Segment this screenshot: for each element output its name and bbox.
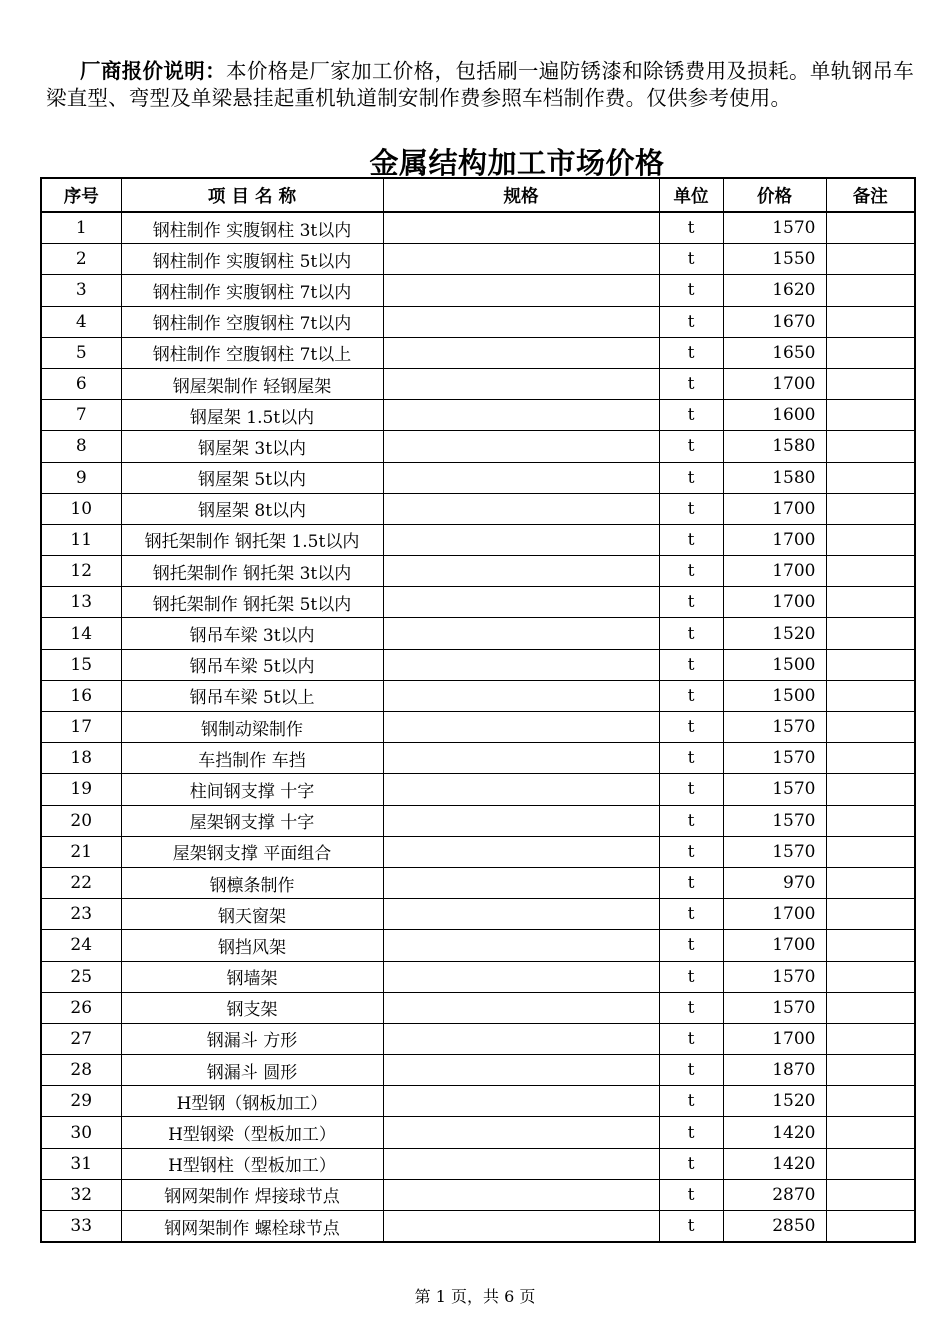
cell-spec [383, 493, 659, 524]
cell-price: 1700 [723, 899, 826, 930]
cell-unit: t [659, 1179, 723, 1210]
cell-name: 钢吊车梁 3t以内 [121, 618, 383, 649]
cell-remark [826, 587, 915, 618]
cell-remark [826, 1211, 915, 1243]
cell-spec [383, 618, 659, 649]
cell-name: 钢柱制作 实腹钢柱 5t以内 [121, 244, 383, 275]
table-row [41, 930, 915, 961]
cell-price: 1700 [723, 493, 826, 524]
cell-name: 钢屋架 1.5t以内 [121, 400, 383, 431]
table-row [41, 493, 915, 524]
cell-price: 1570 [723, 774, 826, 805]
cell-name: H型钢梁（型板加工） [121, 1117, 383, 1148]
cell-price: 1550 [723, 244, 826, 275]
cell-remark [826, 462, 915, 493]
cell-no: 18 [41, 743, 121, 774]
cell-price: 1570 [723, 805, 826, 836]
cell-name: 钢吊车梁 5t以内 [121, 649, 383, 680]
cell-no: 24 [41, 930, 121, 961]
table-row [41, 524, 915, 555]
cell-price: 1870 [723, 1055, 826, 1086]
cell-unit: t [659, 961, 723, 992]
cell-spec [383, 337, 659, 368]
cell-spec [383, 1179, 659, 1210]
cell-name: 钢网架制作 焊接球节点 [121, 1179, 383, 1210]
cell-remark [826, 244, 915, 275]
table-row [41, 1023, 915, 1054]
cell-unit: t [659, 462, 723, 493]
cell-unit: t [659, 899, 723, 930]
cell-price: 1650 [723, 337, 826, 368]
col-header-spec: 规格 [383, 178, 659, 212]
cell-name: 钢漏斗 方形 [121, 1023, 383, 1054]
col-header-unit: 单位 [659, 178, 723, 212]
cell-name: 车挡制作 车挡 [121, 743, 383, 774]
cell-no: 15 [41, 649, 121, 680]
table-row [41, 244, 915, 275]
cell-unit: t [659, 275, 723, 306]
cell-name: 钢支架 [121, 992, 383, 1023]
page-footer: 第 1 页，共 6 页 [414, 1287, 536, 1306]
table-row [41, 680, 915, 711]
table-row [41, 275, 915, 306]
cell-unit: t [659, 587, 723, 618]
cell-no: 26 [41, 992, 121, 1023]
cell-remark [826, 275, 915, 306]
cell-spec [383, 212, 659, 244]
cell-no: 8 [41, 431, 121, 462]
cell-spec [383, 524, 659, 555]
cell-unit: t [659, 400, 723, 431]
table-row [41, 712, 915, 743]
cell-no: 5 [41, 337, 121, 368]
cell-no: 33 [41, 1211, 121, 1243]
table-row [41, 306, 915, 337]
cell-spec [383, 556, 659, 587]
cell-spec [383, 1086, 659, 1117]
cell-no: 2 [41, 244, 121, 275]
cell-unit: t [659, 930, 723, 961]
cell-name: 钢柱制作 实腹钢柱 3t以内 [121, 212, 383, 244]
cell-remark [826, 400, 915, 431]
cell-name: 钢制动梁制作 [121, 712, 383, 743]
cell-name: 屋架钢支撑 十字 [121, 805, 383, 836]
table-row [41, 743, 915, 774]
cell-no: 3 [41, 275, 121, 306]
cell-remark [826, 961, 915, 992]
cell-name: 钢网架制作 螺栓球节点 [121, 1211, 383, 1243]
cell-price: 1520 [723, 618, 826, 649]
cell-name: 钢檩条制作 [121, 867, 383, 898]
cell-no: 19 [41, 774, 121, 805]
cell-remark [826, 712, 915, 743]
cell-no: 6 [41, 368, 121, 399]
cell-remark [826, 431, 915, 462]
cell-spec [383, 774, 659, 805]
cell-price: 1700 [723, 930, 826, 961]
cell-name: 屋架钢支撑 平面组合 [121, 836, 383, 867]
cell-no: 31 [41, 1148, 121, 1179]
cell-remark [826, 774, 915, 805]
cell-no: 32 [41, 1179, 121, 1210]
table-body [41, 212, 915, 1242]
cell-price: 1570 [723, 743, 826, 774]
cell-unit: t [659, 337, 723, 368]
col-header-no: 序号 [41, 178, 121, 212]
cell-remark [826, 805, 915, 836]
cell-name: 钢屋架 3t以内 [121, 431, 383, 462]
cell-unit: t [659, 524, 723, 555]
cell-unit: t [659, 431, 723, 462]
cell-no: 12 [41, 556, 121, 587]
cell-no: 21 [41, 836, 121, 867]
header-row [41, 178, 915, 212]
cell-spec [383, 462, 659, 493]
cell-spec [383, 1117, 659, 1148]
cell-price: 1500 [723, 680, 826, 711]
cell-remark [826, 899, 915, 930]
cell-no: 4 [41, 306, 121, 337]
cell-name: H型钢柱（型板加工） [121, 1148, 383, 1179]
table-row [41, 368, 915, 399]
table-header [41, 178, 915, 212]
cell-price: 1620 [723, 275, 826, 306]
cell-spec [383, 1211, 659, 1243]
cell-unit: t [659, 992, 723, 1023]
table-row [41, 992, 915, 1023]
cell-name: 钢天窗架 [121, 899, 383, 930]
cell-price: 1520 [723, 1086, 826, 1117]
cell-no: 27 [41, 1023, 121, 1054]
cell-spec [383, 244, 659, 275]
table-row [41, 1211, 915, 1243]
table-row [41, 805, 915, 836]
cell-remark [826, 337, 915, 368]
cell-spec [383, 400, 659, 431]
cell-no: 11 [41, 524, 121, 555]
cell-name: 钢漏斗 圆形 [121, 1055, 383, 1086]
cell-spec [383, 680, 659, 711]
cell-price: 1570 [723, 212, 826, 244]
cell-unit: t [659, 712, 723, 743]
table-row [41, 1117, 915, 1148]
cell-price: 2850 [723, 1211, 826, 1243]
note-text: 本价格是厂家加工价格，包括刷一遍防锈漆和除锈费用及损耗。单轨钢吊车梁直型、弯型及单梁悬挂起重机轨道制安制作费参照车档制作费。仅供参考使用。 [46, 59, 914, 110]
cell-price: 1670 [723, 306, 826, 337]
cell-price: 1700 [723, 368, 826, 399]
cell-no: 16 [41, 680, 121, 711]
cell-remark [826, 649, 915, 680]
cell-price: 1420 [723, 1148, 826, 1179]
cell-unit: t [659, 680, 723, 711]
cell-spec [383, 1148, 659, 1179]
cell-no: 30 [41, 1117, 121, 1148]
cell-name: H型钢（钢板加工） [121, 1086, 383, 1117]
cell-spec [383, 649, 659, 680]
cell-remark [826, 867, 915, 898]
cell-unit: t [659, 1211, 723, 1243]
note-label: 厂商报价说明： [80, 59, 226, 83]
table-row [41, 1179, 915, 1210]
cell-price: 1420 [723, 1117, 826, 1148]
cell-unit: t [659, 1117, 723, 1148]
cell-price: 1570 [723, 836, 826, 867]
cell-price: 1570 [723, 992, 826, 1023]
cell-price: 1700 [723, 556, 826, 587]
cell-unit: t [659, 1023, 723, 1054]
cell-spec [383, 1055, 659, 1086]
cell-remark [826, 1023, 915, 1054]
cell-price: 2870 [723, 1179, 826, 1210]
cell-unit: t [659, 1055, 723, 1086]
cell-spec [383, 712, 659, 743]
cell-no: 28 [41, 1055, 121, 1086]
table-row [41, 961, 915, 992]
cell-no: 25 [41, 961, 121, 992]
cell-no: 10 [41, 493, 121, 524]
page-title: 金属结构加工市场价格 [369, 146, 665, 180]
cell-remark [826, 618, 915, 649]
cell-price: 1700 [723, 524, 826, 555]
table-row [41, 618, 915, 649]
cell-price: 1600 [723, 400, 826, 431]
cell-spec [383, 867, 659, 898]
cell-spec [383, 431, 659, 462]
cell-price: 1700 [723, 587, 826, 618]
cell-remark [826, 524, 915, 555]
cell-price: 1580 [723, 462, 826, 493]
vendor-quote-note [46, 58, 914, 112]
table-row [41, 1148, 915, 1179]
cell-spec [383, 368, 659, 399]
cell-name: 柱间钢支撑 十字 [121, 774, 383, 805]
cell-no: 14 [41, 618, 121, 649]
cell-spec [383, 992, 659, 1023]
cell-unit: t [659, 836, 723, 867]
table-row [41, 899, 915, 930]
table-row [41, 649, 915, 680]
cell-spec [383, 306, 659, 337]
cell-remark [826, 930, 915, 961]
table-row [41, 587, 915, 618]
cell-spec [383, 930, 659, 961]
cell-unit: t [659, 867, 723, 898]
cell-remark [826, 368, 915, 399]
cell-unit: t [659, 743, 723, 774]
table-row [41, 1055, 915, 1086]
cell-unit: t [659, 244, 723, 275]
table-row [41, 1086, 915, 1117]
cell-price: 1570 [723, 961, 826, 992]
cell-unit: t [659, 1148, 723, 1179]
cell-spec [383, 961, 659, 992]
cell-no: 22 [41, 867, 121, 898]
cell-unit: t [659, 493, 723, 524]
table-row [41, 867, 915, 898]
cell-remark [826, 1179, 915, 1210]
table-row [41, 431, 915, 462]
cell-unit: t [659, 212, 723, 244]
cell-unit: t [659, 368, 723, 399]
cell-unit: t [659, 774, 723, 805]
cell-unit: t [659, 618, 723, 649]
cell-spec [383, 743, 659, 774]
cell-name: 钢托架制作 钢托架 5t以内 [121, 587, 383, 618]
table-row [41, 337, 915, 368]
cell-remark [826, 306, 915, 337]
cell-remark [826, 556, 915, 587]
cell-unit: t [659, 306, 723, 337]
cell-price: 1700 [723, 1023, 826, 1054]
cell-no: 1 [41, 212, 121, 244]
table-row [41, 462, 915, 493]
table-row [41, 556, 915, 587]
cell-remark [826, 680, 915, 711]
cell-spec [383, 899, 659, 930]
cell-no: 17 [41, 712, 121, 743]
cell-no: 7 [41, 400, 121, 431]
cell-name: 钢吊车梁 5t以上 [121, 680, 383, 711]
cell-name: 钢墙架 [121, 961, 383, 992]
table-row [41, 212, 915, 244]
cell-remark [826, 1148, 915, 1179]
table-row [41, 774, 915, 805]
cell-spec [383, 836, 659, 867]
cell-price: 1570 [723, 712, 826, 743]
cell-spec [383, 275, 659, 306]
cell-name: 钢托架制作 钢托架 3t以内 [121, 556, 383, 587]
cell-unit: t [659, 556, 723, 587]
cell-name: 钢柱制作 空腹钢柱 7t以上 [121, 337, 383, 368]
cell-no: 29 [41, 1086, 121, 1117]
cell-no: 13 [41, 587, 121, 618]
cell-no: 20 [41, 805, 121, 836]
col-header-name: 项 目 名 称 [121, 178, 383, 212]
cell-remark [826, 1055, 915, 1086]
cell-remark [826, 493, 915, 524]
cell-remark [826, 1117, 915, 1148]
cell-no: 23 [41, 899, 121, 930]
cell-no: 9 [41, 462, 121, 493]
price-table [40, 177, 916, 1243]
col-header-price: 价格 [723, 178, 826, 212]
cell-unit: t [659, 1086, 723, 1117]
cell-name: 钢托架制作 钢托架 1.5t以内 [121, 524, 383, 555]
cell-price: 1580 [723, 431, 826, 462]
cell-remark [826, 836, 915, 867]
cell-unit: t [659, 649, 723, 680]
cell-unit: t [659, 805, 723, 836]
cell-spec [383, 587, 659, 618]
cell-remark [826, 212, 915, 244]
cell-price: 1500 [723, 649, 826, 680]
cell-name: 钢柱制作 实腹钢柱 7t以内 [121, 275, 383, 306]
cell-price: 970 [723, 867, 826, 898]
cell-name: 钢屋架 5t以内 [121, 462, 383, 493]
cell-name: 钢柱制作 空腹钢柱 7t以内 [121, 306, 383, 337]
cell-remark [826, 992, 915, 1023]
table-row [41, 400, 915, 431]
cell-spec [383, 805, 659, 836]
table-row [41, 836, 915, 867]
cell-spec [383, 1023, 659, 1054]
cell-name: 钢屋架 8t以内 [121, 493, 383, 524]
cell-remark [826, 743, 915, 774]
col-header-remark: 备注 [826, 178, 915, 212]
cell-name: 钢挡风架 [121, 930, 383, 961]
cell-remark [826, 1086, 915, 1117]
cell-name: 钢屋架制作 轻钢屋架 [121, 368, 383, 399]
